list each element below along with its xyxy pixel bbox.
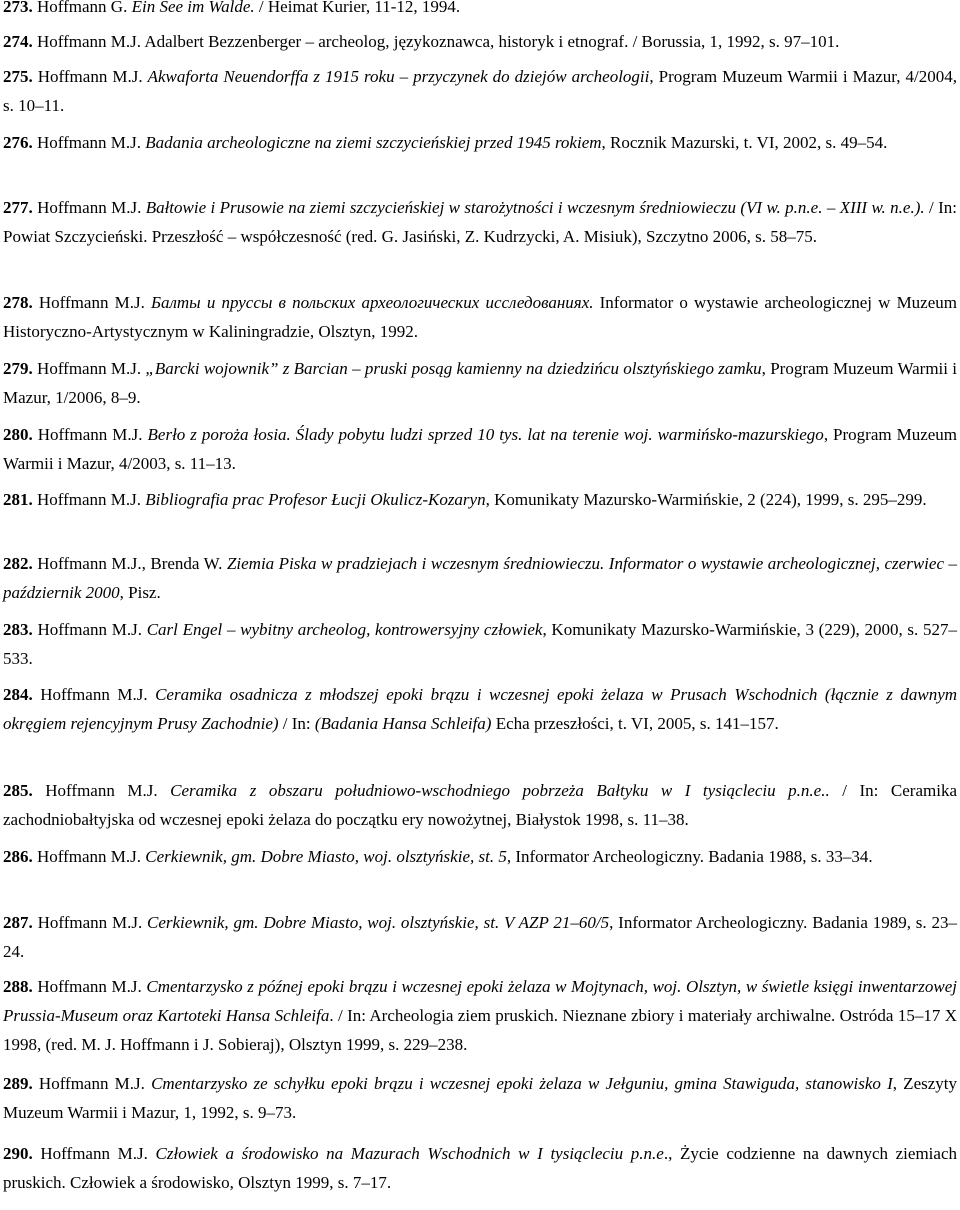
- bibliography-entry: [3, 128, 957, 157]
- entry-text: Hoffmann M.J. Badania archeologiczne na ziemi szczycieńskiej przed 1945 rokiem, Rocznik Mazurski, t. VI, 2002, s. 49–54.: [37, 133, 888, 152]
- entry-number: 276.: [3, 133, 33, 152]
- entry-text: Hoffmann M.J. Ceramika osadnicza z młodszej epoki brązu i wczesnej epoki żelaza w Prusach Wschodnich (łącznie z dawnym okręgiem rejencyjnym Prusy Zachodnie) / In: (Badania Hansa Schleifa) Echa przeszłości, t. VI, 2005, s. 141–157.: [3, 685, 958, 733]
- entry-text: Hoffmann M.J. Człowiek a środowisko na Mazurach Wschodnich w I tysiącleciu p.n.e., Życie codzienne na dawnych ziemiach pruskich. Człowiek a środowisko, Olsztyn 1999, s. 7–17.: [3, 1144, 957, 1192]
- bibliography-entry: [3, 288, 957, 346]
- bibliography-entry: [3, 776, 957, 834]
- bibliography-entry: [3, 908, 957, 966]
- entry-text: Hoffmann M.J. Carl Engel – wybitny archeolog, kontrowersyjny człowiek, Komunikaty Mazursko-Warmińskie, 3 (229), 2000, s. 527–533.: [3, 620, 958, 668]
- entry-number: 282.: [3, 554, 33, 573]
- entry-number: 275.: [3, 67, 33, 86]
- bibliography-entry: [3, 27, 957, 56]
- entry-text: Hoffmann M.J. Bałtowie i Prusowie na ziemi szczycieńskiej w starożytności i wczesnym średniowieczu (VI w. p.n.e. – XIII w. n.e.). / In: Powiat Szczycieński. Przeszłość – współczesność (red. G. Jasiński, Z. Kudrzycki, A. Misiuk), Szczytno 2006, s. 58–75.: [3, 198, 958, 246]
- entry-number: 283.: [3, 620, 33, 639]
- entry-number: 281.: [3, 490, 33, 509]
- bibliography-entry: [3, 485, 957, 514]
- entry-text: Hoffmann M.J. Cmentarzysko ze schyłku epoki brązu i wczesnej epoki żelaza w Jełguniu, gmina Stawiguda, stanowisko I, Zeszyty Muzeum Warmii i Mazur, 1, 1992, s. 9–73.: [3, 1074, 957, 1122]
- entry-text: Hoffmann M.J. Adalbert Bezzenberger – archeolog, językoznawca, historyk i etnograf. / Borussia, 1, 1992, s. 97–101.: [37, 32, 840, 51]
- bibliography-entry: [3, 0, 957, 21]
- entry-text: Hoffmann M.J. Cerkiewnik, gm. Dobre Miasto, woj. olsztyńskie, st. V AZP 21–60/5, Informator Archeologiczny. Badania 1989, s. 23–24.: [3, 913, 957, 961]
- bibliography-entry: [3, 842, 957, 871]
- entry-number: 285.: [3, 781, 33, 800]
- entry-text: Hoffmann M.J. „Barcki wojownik” z Barcian – pruski posąg kamienny na dziedzińcu olsztyńskiego zamku, Program Muzeum Warmii i Mazur, 1/2006, 8–9.: [3, 359, 958, 407]
- entry-number: 280.: [3, 425, 33, 444]
- bibliography-entry: [3, 615, 957, 673]
- bibliography-entry: [3, 62, 957, 120]
- bibliography-entry: [3, 354, 957, 412]
- entry-number: 284.: [3, 685, 33, 704]
- bibliography-entry: [3, 1139, 957, 1197]
- entry-text: Hoffmann G. Ein See im Walde. / Heimat Kurier, 11-12, 1994.: [37, 0, 461, 16]
- entry-number: 286.: [3, 847, 33, 866]
- bibliography-entry: [3, 1069, 957, 1127]
- entry-text: Hoffmann M.J. Cmentarzysko z późnej epoki brązu i wczesnej epoki żelaza w Mojtynach, woj. Olsztyn, w świetle księgi inwentarzowej Prussia-Museum oraz Kartoteki Hansa Schleifa. / In: Archeologia ziem pruskich. Nieznane zbiory i materiały archiwalne. Ostróda 15–17 X 1998, (red. M. J. Hoffmann i J. Sobieraj), Olsztyn 1999, s. 229–238.: [3, 977, 958, 1054]
- entry-text: Hoffmann M.J. Cerkiewnik, gm. Dobre Miasto, woj. olsztyńskie, st. 5, Informator Archeologiczny. Badania 1988, s. 33–34.: [37, 847, 873, 866]
- entry-text: Hoffmann M.J. Akwaforta Neuendorffa z 1915 roku – przyczynek do dziejów archeologii, Program Muzeum Warmii i Mazur, 4/2004, s. 10–11.: [3, 67, 958, 115]
- entry-number: 279.: [3, 359, 33, 378]
- entry-number: 278.: [3, 293, 33, 312]
- bibliography-entry: [3, 193, 957, 251]
- entry-number: 287.: [3, 913, 33, 932]
- entry-number: 288.: [3, 977, 33, 996]
- bibliography-entry: [3, 972, 957, 1059]
- entry-number: 277.: [3, 198, 33, 217]
- bibliography-entry: [3, 549, 957, 607]
- entry-number: 274.: [3, 32, 33, 51]
- entry-text: Hoffmann M.J., Brenda W. Ziemia Piska w pradziejach i wczesnym średniowieczu. Informator o wystawie archeologicznej, czerwiec – październik 2000, Pisz.: [3, 554, 958, 602]
- bibliography-entry: [3, 420, 957, 478]
- bibliography-entry: [3, 680, 957, 738]
- entry-text: Hoffmann M.J. Ceramika z obszaru południowo-wschodniego pobrzeża Bałtyku w I tysiącleciu p.n.e.. / In: Ceramika zachodniobałtyjska od wczesnej epoki żelaza do początku ery nowożytnej, Białystok 1998, s. 11–38.: [3, 781, 957, 829]
- entry-text: Hoffmann M.J. Балты и пруссы в польских археологических исследованиях. Informator o wystawie archeologicznej w Muzeum Historyczno-Artystycznym w Kaliningradzie, Olsztyn, 1992.: [3, 293, 957, 341]
- entry-text: Hoffmann M.J. Bibliografia prac Profesor Łucji Okulicz-Kozaryn, Komunikaty Mazursko-Warmińskie, 2 (224), 1999, s. 295–299.: [37, 490, 927, 509]
- entry-number: 290.: [3, 1144, 33, 1163]
- entry-number: 273.: [3, 0, 33, 16]
- entry-number: 289.: [3, 1074, 33, 1093]
- entry-text: Hoffmann M.J. Berło z poroża łosia. Ślady pobytu ludzi sprzed 10 tys. lat na terenie woj. warmińsko-mazurskiego, Program Muzeum Warmii i Mazur, 4/2003, s. 11–13.: [3, 425, 958, 473]
